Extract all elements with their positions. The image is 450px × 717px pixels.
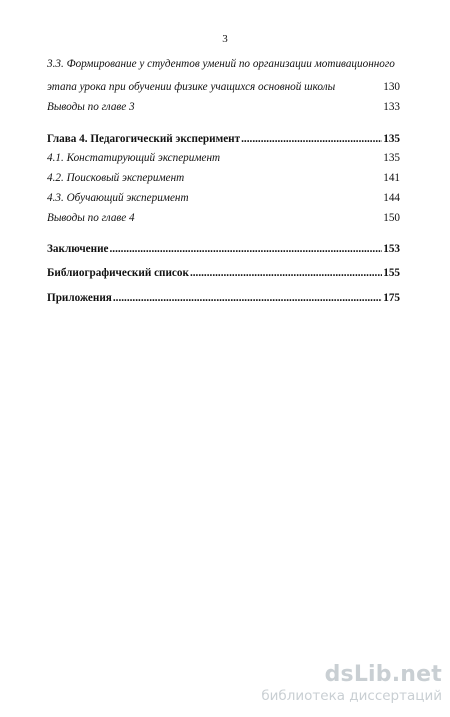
toc-entry-label: Заключение: [47, 243, 109, 255]
toc-entry-page: 150: [383, 212, 400, 224]
toc-leader-dots: [113, 291, 382, 305]
toc-entry-appendix: [47, 291, 400, 305]
toc-entry-page: 175: [383, 292, 400, 304]
toc-entry-label: Глава 4. Педагогический эксперимент: [47, 133, 241, 145]
toc-leader-dots: [190, 266, 382, 280]
watermark: [261, 664, 442, 704]
toc-entry-bibliography: [47, 266, 400, 280]
toc-entry-page: 155: [383, 267, 400, 279]
toc-entry-label: Выводы по главе 4: [47, 212, 135, 224]
watermark-subtitle: библиотека диссертаций: [261, 688, 442, 704]
toc-entry-page: 130: [383, 81, 400, 93]
toc-entry-page: 133: [383, 101, 400, 113]
toc-leader-dots: [241, 132, 382, 146]
toc-entry-page: 144: [383, 192, 400, 204]
toc-entry-conclusion: [47, 242, 400, 256]
toc-entry-chapter-4: [47, 132, 400, 146]
toc-entry-label: Приложения: [47, 292, 112, 304]
toc-entry-label: этапа урока при обучении физике учащихся основной школы: [47, 81, 336, 93]
toc-entry-label: 3.3. Формирование у студентов умений по организации мотивационного: [47, 58, 395, 70]
watermark-logo: dsLib.net: [324, 662, 442, 687]
toc-entry-page: 135: [383, 152, 400, 164]
toc-entry-label: 4.2. Поисковый эксперимент: [47, 172, 185, 184]
toc-entry-label: 4.1. Констатирующий эксперимент: [47, 152, 221, 164]
toc-entry-page: 153: [383, 243, 400, 255]
toc-leader-dots: [109, 242, 382, 256]
toc-entry-label: Выводы по главе 3: [47, 101, 135, 113]
toc-entry-label: 4.3. Обучающий эксперимент: [47, 192, 189, 204]
toc-entry-page: 141: [383, 172, 400, 184]
toc-entry-page: 135: [383, 133, 400, 145]
toc-entry-label: Библиографический список: [47, 267, 189, 279]
page-number: 3: [222, 33, 228, 45]
